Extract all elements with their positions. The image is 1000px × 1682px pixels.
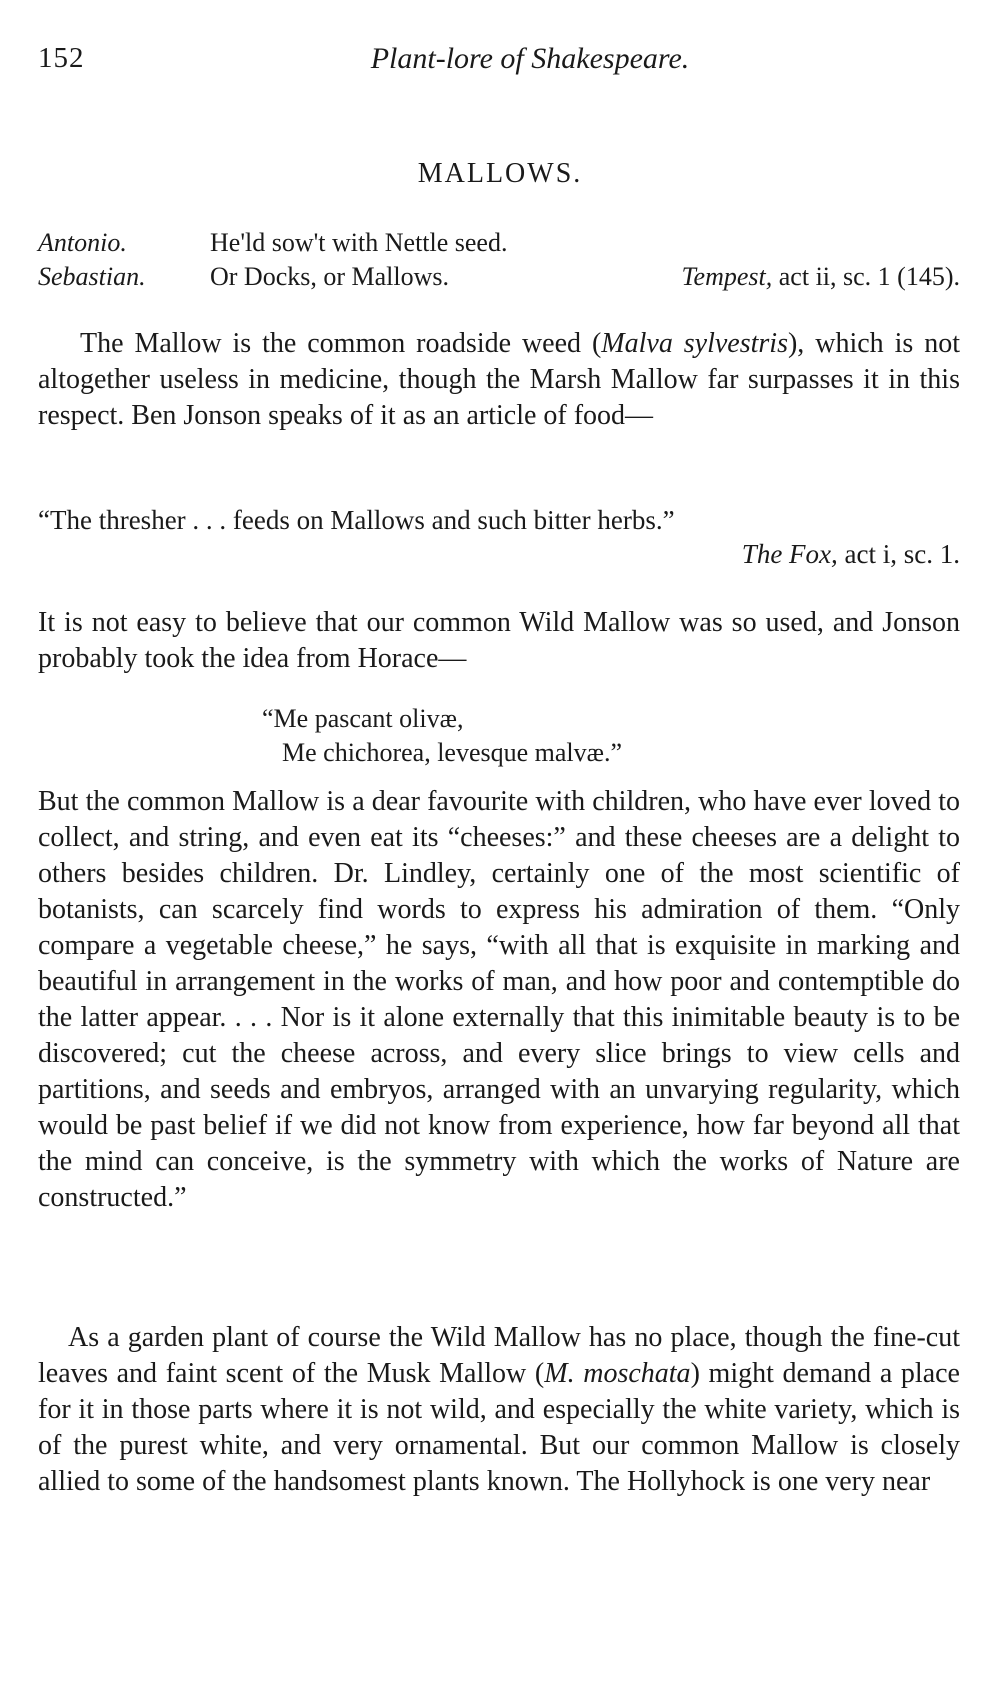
dialogue-line bbox=[38, 226, 960, 260]
latin-name: Malva sylvestris bbox=[601, 328, 788, 359]
quote-citation bbox=[38, 537, 960, 571]
dialogue-epigraph bbox=[38, 226, 960, 294]
horace-quotation bbox=[262, 702, 622, 770]
dialogue-line bbox=[38, 260, 960, 294]
running-title: Plant-lore of Shakespeare. bbox=[370, 42, 690, 75]
paragraph-intro bbox=[38, 326, 960, 434]
verse-line: “Me pascant olivæ, bbox=[262, 704, 464, 733]
running-head bbox=[38, 42, 962, 78]
text-run: ) might demand a place for it in those parts where it is not wild, and especially the white variety, which is of the purest white, and very ornamental. But our common Mallow is closely allied to some of the handsomest plants known. The Hollyhock is one very near bbox=[38, 1358, 960, 1497]
act-scene: act ii, sc. 1 (145). bbox=[772, 262, 960, 291]
paragraph-garden bbox=[38, 1320, 960, 1500]
section-title: MALLOWS. bbox=[417, 158, 583, 189]
speech-text: He'ld sow't with Nettle seed. bbox=[210, 228, 508, 257]
speaker-name: Sebastian. bbox=[38, 262, 146, 291]
speech-text: Or Docks, or Mallows. bbox=[210, 262, 450, 291]
page-number: 152 bbox=[38, 42, 85, 74]
speaker-name: Antonio. bbox=[38, 228, 127, 257]
paragraph-horace: It is not easy to believe that our common Wild Mallow was so used, and Jonson probably took the idea from Horace— bbox=[38, 607, 960, 674]
cited-work: The Fox, bbox=[741, 539, 838, 569]
jonson-quotation bbox=[38, 503, 960, 571]
act-scene: act i, sc. 1. bbox=[837, 539, 960, 569]
text-run: As a garden plant of course the Wild Mallow has no place, though the fine-cut leaves and faint scent of the Musk Mallow ( bbox=[38, 1322, 960, 1389]
paragraph-cheeses: But the common Mallow is a dear favourite with children, who have ever loved to collect, and string, and even eat its “cheeses:” and these cheeses are a delight to others besides children. Dr. Lindley, certainly one of the most scientific of botanists, can scarcely find words to express his admiration of them. “Only compare a vegetable cheese,” he says, “with all that is exquisite in marking and beautiful in arrangement in the works of man, and how poor and contemptible do the latter appear. . . . Nor is it alone externally that this inimitable beauty is to be discovered; cut the cheese across, and every slice brings to view cells and partitions, and seeds and embryos, arranged with an unvarying regularity, which would be past belief if we did not know from experience, how far beyond all that the mind can conceive, is the symmetry with which the works of Nature are constructed.” bbox=[38, 786, 960, 1213]
play-reference bbox=[681, 260, 960, 294]
quote-text: “The thresher . . . feeds on Mallows and such bitter herbs.” bbox=[38, 505, 675, 535]
verse-line: Me chichorea, levesque malvæ.” bbox=[282, 738, 623, 767]
latin-name: M. moschata bbox=[544, 1358, 691, 1389]
play-title: Tempest, bbox=[681, 262, 773, 291]
text-run: The Mallow is the common roadside weed ( bbox=[80, 328, 602, 359]
text-run: ), which is not altogether useless in medicine, though the Marsh Mallow far surpasses it in this respect. Ben Jonson speaks of it as an article of food— bbox=[38, 328, 960, 431]
